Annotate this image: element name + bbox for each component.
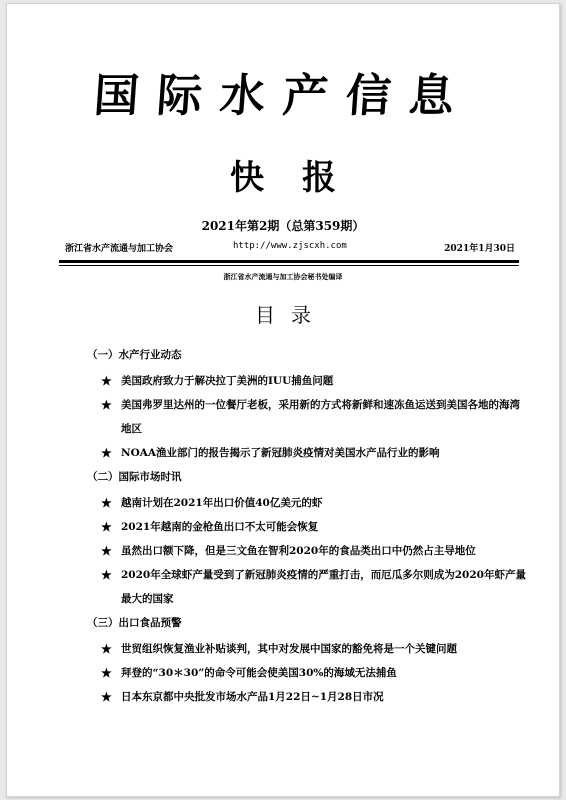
masthead-title: 国际水产信息 bbox=[92, 69, 474, 122]
toc-item[interactable] bbox=[87, 661, 527, 685]
toc-item[interactable] bbox=[87, 685, 527, 709]
document-page bbox=[6, 3, 560, 797]
toc-item-text: 2020年全球虾产量受到了新冠肺炎疫情的严重打击，而厄瓜多尔则成为2020年虾产量最大的国家 bbox=[121, 569, 526, 605]
toc-item[interactable] bbox=[87, 393, 527, 441]
editor-credit: 浙江省水产流通与加工协会秘书处编译 bbox=[223, 272, 343, 281]
section-heading: （二）国际市场时讯 bbox=[87, 471, 182, 483]
toc-item[interactable] bbox=[87, 515, 527, 539]
publisher-name: 浙江省水产流通与加工协会 bbox=[65, 244, 174, 254]
section-heading: （三）出口食品预警 bbox=[87, 617, 182, 629]
header-rule-thin bbox=[59, 265, 519, 266]
bulletin-subtitle: 快报 bbox=[230, 158, 374, 198]
toc-item-text: 越南计划在2021年出口价值40亿美元的虾 bbox=[121, 497, 323, 509]
toc-item-text: 日本东京都中央批发市场水产品1月22日~1月28日市况 bbox=[121, 691, 384, 703]
star-icon: ★ bbox=[101, 398, 112, 412]
toc-title: 目录 bbox=[255, 303, 327, 327]
toc-item[interactable] bbox=[87, 539, 527, 563]
toc-item[interactable] bbox=[87, 441, 527, 465]
star-icon: ★ bbox=[101, 690, 112, 704]
header-rule-thick bbox=[59, 260, 519, 263]
star-icon: ★ bbox=[101, 520, 112, 534]
toc-item-text: 世贸组织恢复渔业补贴谈判，其中对发展中国家的豁免将是一个关键问题 bbox=[121, 643, 457, 655]
publication-info-line bbox=[65, 241, 515, 257]
toc-item-text: 美国弗罗里达州的一位餐厅老板，采用新的方式将新鲜和速冻鱼运送到美国各地的海湾地区 bbox=[121, 399, 520, 435]
star-icon: ★ bbox=[101, 446, 112, 460]
star-icon: ★ bbox=[101, 544, 112, 558]
section-heading: （一）水产行业动态 bbox=[87, 349, 182, 361]
issue-number: 2021年第2期（总第359期） bbox=[201, 219, 365, 233]
star-icon: ★ bbox=[101, 642, 112, 656]
toc-item[interactable] bbox=[87, 369, 527, 393]
toc-item[interactable] bbox=[87, 491, 527, 515]
toc-item-text: NOAA渔业部门的报告揭示了新冠肺炎疫情对美国水产品行业的影响 bbox=[121, 447, 440, 459]
website-url: http://www.zjscxh.com bbox=[233, 241, 347, 251]
toc-item[interactable] bbox=[87, 637, 527, 661]
star-icon: ★ bbox=[101, 374, 112, 388]
star-icon: ★ bbox=[101, 568, 112, 582]
publication-date: 2021年1月30日 bbox=[444, 244, 515, 254]
star-icon: ★ bbox=[101, 496, 112, 510]
toc-item-text: 美国政府致力于解决拉丁美洲的IUU捕鱼问题 bbox=[121, 375, 334, 387]
toc-item-text: 虽然出口额下降，但是三文鱼在智利2020年的食品类出口中仍然占主导地位 bbox=[121, 545, 476, 557]
star-icon: ★ bbox=[101, 666, 112, 680]
toc-item[interactable] bbox=[87, 563, 527, 611]
toc-item-text: 2021年越南的金枪鱼出口不太可能会恢复 bbox=[121, 521, 319, 533]
table-of-contents bbox=[87, 347, 527, 709]
toc-item-text: 拜登的“30＊30”的命令可能会使美国30%的海域无法捕鱼 bbox=[121, 667, 397, 679]
